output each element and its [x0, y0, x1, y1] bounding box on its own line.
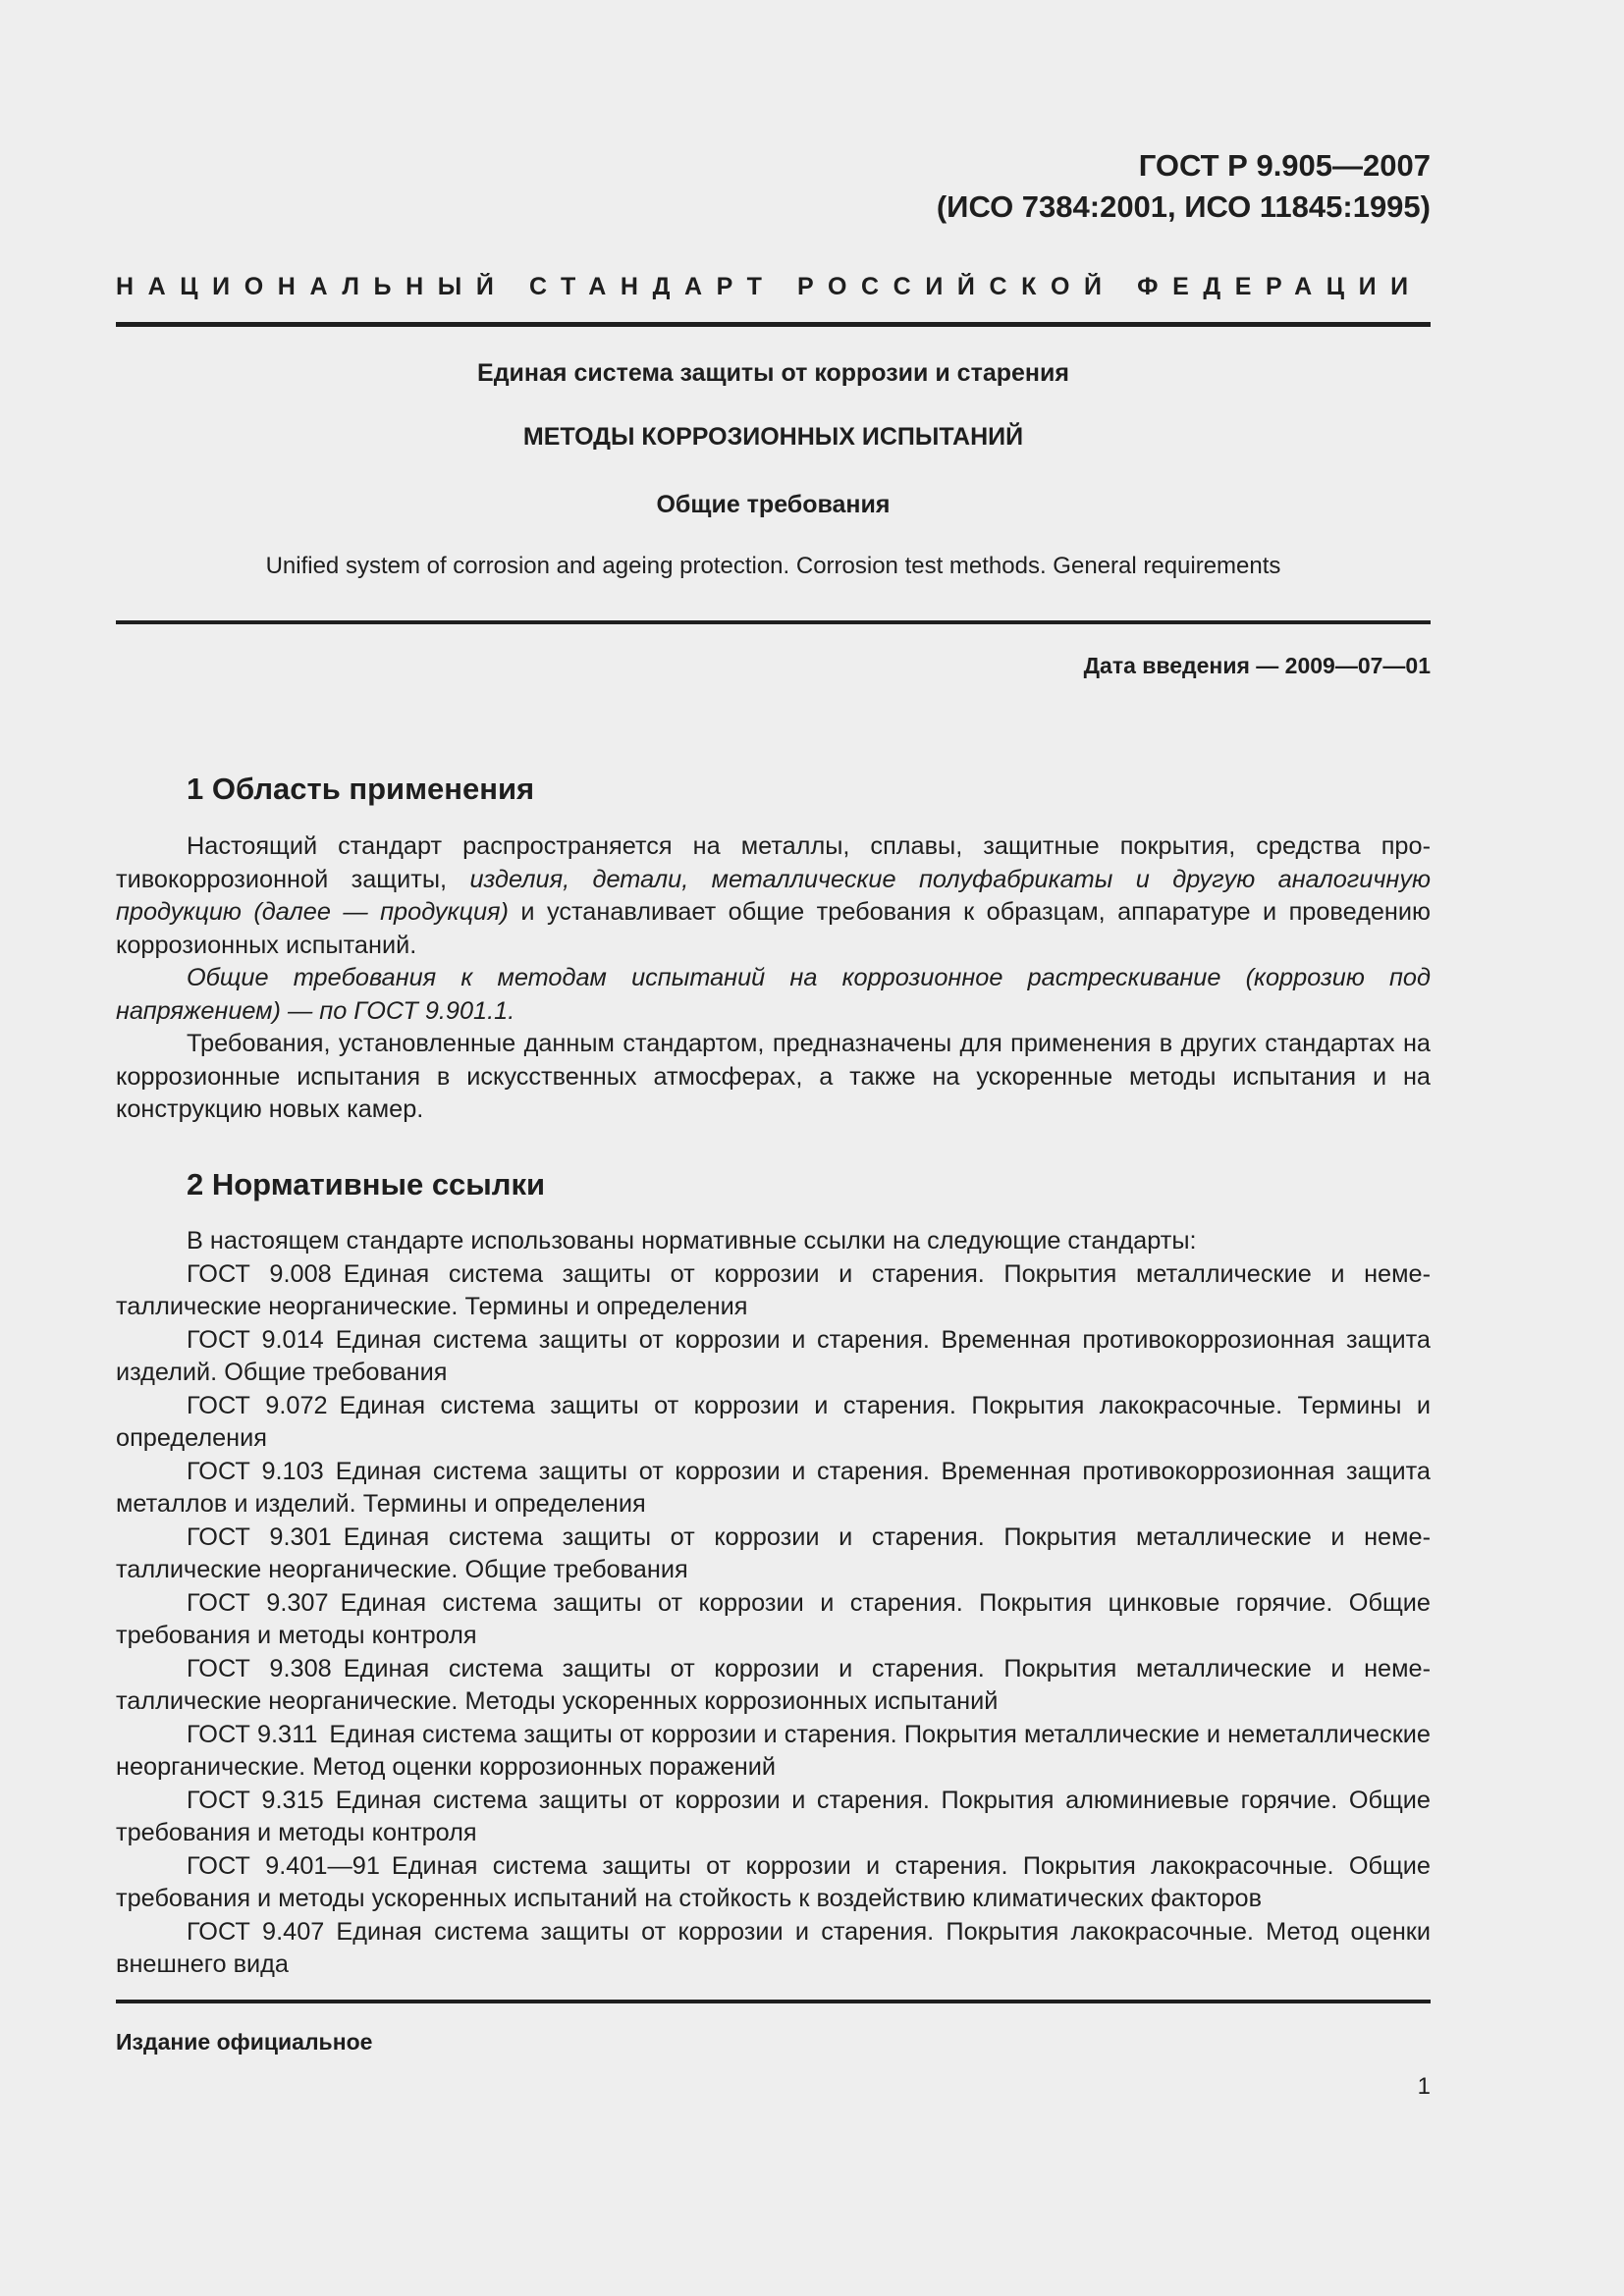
- stress-corrosion-paragraph: [116, 962, 1431, 1028]
- scope-text-italic: изделия, детали, металлические полуфабрикаты и другую аналогичную продукцию (далее — продукция): [116, 865, 1432, 926]
- scope-text-a: Настоящий стандарт распространяется на металлы, сплавы, защитные покрытия, средства противокоррозионной защиты,: [116, 832, 1431, 893]
- reference-item: [116, 1324, 1431, 1390]
- document-number: ГОСТ Р 9.905—2007: [1138, 148, 1431, 183]
- stress-corrosion-text: Общие требования к методам испытаний на коррозионное растрескивание (коррозию под напряжением) — по ГОСТ 9.901.1.: [116, 964, 1431, 1025]
- reference-text: Единая система защиты от коррозии и старения. Покрытия металлические и неметаллические неорганические. Общие требования: [116, 1522, 1432, 1583]
- reference-item: [116, 1785, 1431, 1850]
- reference-text: Единая система защиты от коррозии и старения. Покрытия лакокрасочные. Метод оценки внешнего вида: [116, 1917, 1432, 1978]
- reference-item: [116, 1916, 1431, 1982]
- national-standard-banner: НАЦИОНАЛЬНЫЙ СТАНДАРТ РОССИЙСКОЙ ФЕДЕРАЦИИ: [116, 273, 1423, 300]
- header-divider: [116, 322, 1431, 327]
- section-1-heading: 1 Область применения: [187, 772, 535, 806]
- methods-title: МЕТОДЫ КОРРОЗИОННЫХ ИСПЫТАНИЙ: [522, 423, 1024, 451]
- reference-code: ГОСТ 9.008: [187, 1259, 332, 1288]
- reference-item: [116, 1456, 1431, 1522]
- reference-text: Единая система защиты от коррозии и старения. Покрытия металлические и неметаллические неорганические. Метод оценки коррозионных поражений: [116, 1720, 1431, 1781]
- reference-code: ГОСТ 9.307: [187, 1588, 329, 1617]
- section-2-heading: 2 Нормативные ссылки: [187, 1167, 546, 1201]
- reference-text: Единая система защиты от коррозии и старения. Покрытия лакокрасочные. Общие требования и методы ускоренных испытаний на стойкость к воздействию климатических факторов: [116, 1851, 1431, 1912]
- reference-text: Единая система защиты от коррозии и старения. Покрытия металлические и неметаллические неорганические. Термины и определения: [116, 1259, 1432, 1320]
- reference-code: ГОСТ 9.401—91: [187, 1851, 380, 1880]
- reference-text: Единая система защиты от коррозии и старения. Покрытия лакокрасочные. Термины и определения: [116, 1391, 1431, 1452]
- document-page: [116, 0, 1431, 2296]
- reference-item: [116, 1390, 1431, 1456]
- reference-code: ГОСТ 9.407: [187, 1917, 325, 1946]
- reference-code: ГОСТ 9.072: [187, 1391, 328, 1419]
- system-title: Единая система защиты от коррозии и старения: [477, 359, 1069, 387]
- reference-text: Единая система защиты от коррозии и старения. Покрытия алюминиевые горячие. Общие требования и методы контроля: [116, 1786, 1431, 1846]
- section-1-body: [116, 830, 1431, 1127]
- reference-code: ГОСТ 9.308: [187, 1654, 332, 1682]
- reference-item: [116, 1522, 1431, 1587]
- reference-item: [116, 1258, 1431, 1324]
- application-paragraph: Требования, установленные данным стандартом, предназначены для применения в других стандартах на коррозионные испытания в искусственных атмосферах, а также на ускоренные методы испытания и на конструкцию новых камер.: [116, 1030, 1431, 1123]
- reference-text: Единая система защиты от коррозии и старения. Временная противокоррозионная защита металлов и изделий. Термины и определения: [116, 1457, 1431, 1518]
- scope-text-b: и устанавливает общие требования к образцам, аппаратуре и проведению коррозионных испытаний.: [116, 898, 1431, 959]
- reference-text: Единая система защиты от коррозии и старения. Покрытия цинковые горячие. Общие требования и методы контроля: [116, 1588, 1431, 1649]
- general-requirements-title: Общие требования: [656, 491, 891, 518]
- title-divider: [116, 620, 1431, 624]
- reference-code: ГОСТ 9.103: [187, 1457, 324, 1485]
- footer-divider: [116, 2000, 1431, 2003]
- section-2-body: [116, 1225, 1431, 1982]
- reference-text: Единая система защиты от коррозии и старения. Покрытия металлические и неметаллические неорганические. Методы ускоренных коррозионных испытаний: [116, 1654, 1432, 1715]
- reference-item: [116, 1850, 1431, 1916]
- references-intro: В настоящем стандарте использованы нормативные ссылки на следующие стандарты:: [187, 1227, 1197, 1255]
- reference-item: [116, 1587, 1431, 1653]
- reference-text: Единая система защиты от коррозии и старения. Временная противокоррозионная защита изделий. Общие требования: [116, 1325, 1431, 1386]
- page-number: 1: [1417, 2073, 1431, 2100]
- reference-code: ГОСТ 9.311: [187, 1720, 318, 1748]
- iso-reference: (ИСО 7384:2001, ИСО 11845:1995): [936, 189, 1431, 224]
- english-title: Unified system of corrosion and ageing protection. Corrosion test methods. General requirements: [265, 553, 1281, 579]
- reference-code: ГОСТ 9.014: [187, 1325, 324, 1354]
- reference-item: [116, 1653, 1431, 1719]
- introduction-date: Дата введения — 2009—07—01: [1083, 653, 1431, 678]
- reference-code: ГОСТ 9.315: [187, 1786, 324, 1814]
- reference-item: [116, 1719, 1431, 1785]
- reference-code: ГОСТ 9.301: [187, 1522, 332, 1551]
- edition-label: Издание официальное: [116, 2029, 373, 2055]
- scope-paragraph: [116, 830, 1431, 962]
